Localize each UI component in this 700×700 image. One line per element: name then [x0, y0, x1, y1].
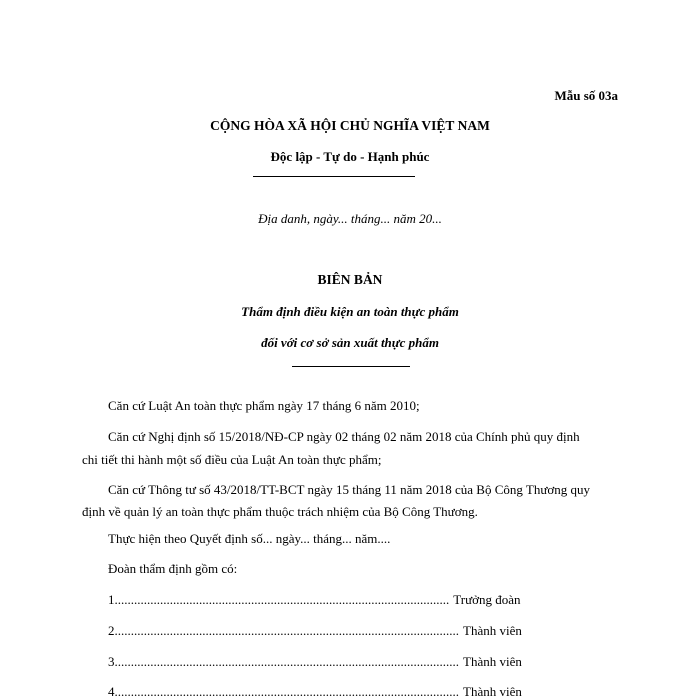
legal-basis-1: Căn cứ Luật An toàn thực phẩm ngày 17 tháng 6 năm 2010; — [108, 398, 420, 413]
member-number: 4 — [108, 684, 115, 699]
member-role: Thành viên — [463, 654, 522, 669]
team-member-row — [108, 654, 522, 670]
team-member-row — [108, 684, 522, 700]
document-subtitle-line2: đối với cơ sở sản xuất thực phẩm — [261, 335, 439, 350]
team-intro: Đoàn thẩm định gồm có: — [108, 561, 238, 576]
motto-underline — [253, 176, 415, 177]
legal-basis-2-line2: chi tiết thi hành một số điều của Luật An toàn thực phẩm; — [82, 452, 382, 467]
decision-line: Thực hiện theo Quyết định số... ngày... tháng... năm.... — [108, 531, 391, 546]
member-role: Thành viên — [463, 684, 522, 699]
title-underline — [292, 366, 410, 367]
team-member-row — [108, 592, 521, 608]
member-number: 2 — [108, 623, 115, 638]
team-member-row — [108, 623, 522, 639]
form-number: Mẫu số 03a — [554, 88, 618, 103]
document-title: BIÊN BẢN — [317, 272, 383, 287]
legal-basis-3-line1: Căn cứ Thông tư số 43/2018/TT-BCT ngày 15 tháng 11 năm 2018 của Bộ Công Thương quy — [108, 482, 591, 497]
national-title: CỘNG HÒA XÃ HỘI CHỦ NGHĨA VIỆT NAM — [210, 118, 490, 133]
member-name-blank: .......................................................................................................... — [114, 623, 459, 638]
place-date-line: Địa danh, ngày... tháng... năm 20... — [258, 211, 442, 226]
national-motto: Độc lập - Tự do - Hạnh phúc — [270, 149, 430, 164]
member-role: Trưởng đoàn — [453, 592, 521, 607]
document-subtitle-line1: Thẩm định điều kiện an toàn thực phẩm — [241, 304, 459, 319]
legal-basis-2-line1: Căn cứ Nghị định số 15/2018/NĐ-CP ngày 02 tháng 02 năm 2018 của Chính phủ quy định — [108, 429, 580, 444]
member-role: Thành viên — [463, 623, 522, 638]
member-name-blank: .......................................................................................................... — [114, 684, 459, 699]
member-number: 1 — [108, 592, 115, 607]
member-number: 3 — [108, 654, 115, 669]
member-name-blank: ....................................................................................................... — [114, 592, 450, 607]
member-name-blank: .......................................................................................................... — [114, 654, 459, 669]
legal-basis-3-line2: định về quản lý an toàn thực phẩm thuộc trách nhiệm của Bộ Công Thương. — [82, 504, 478, 519]
